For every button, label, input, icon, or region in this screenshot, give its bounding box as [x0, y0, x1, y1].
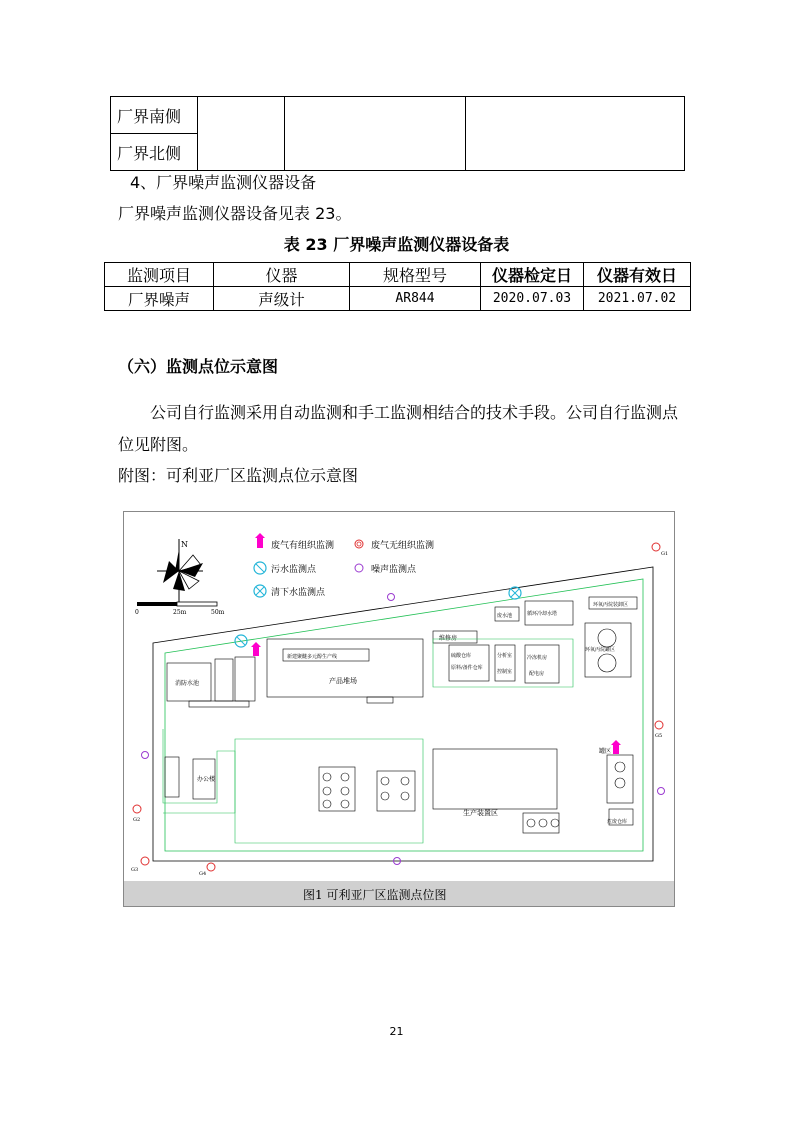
svg-text:维修房: 维修房	[439, 635, 458, 642]
paragraph-line: 公司自行监测采用自动监测和手工监测相结合的技术手段。公司自行监测点	[150, 403, 679, 422]
svg-text:新建聚醚多元醇生产线: 新建聚醚多元醇生产线	[287, 654, 338, 660]
svg-text:分析室: 分析室	[497, 653, 513, 659]
table-cell: 2020.07.03	[481, 287, 584, 311]
svg-text:产品堆场: 产品堆场	[329, 677, 357, 685]
svg-text:环氧丙烷装卸区: 环氧丙烷装卸区	[593, 602, 629, 608]
table-cell: 厂界噪声	[105, 287, 214, 311]
column-header: 仪器检定日	[481, 263, 584, 287]
table-cell: 2021.07.02	[584, 287, 691, 311]
svg-text:生产装置区: 生产装置区	[463, 809, 498, 817]
figure-caption: 附图：可利亚厂区监测点位示意图	[118, 466, 359, 485]
page-number: 21	[389, 1025, 404, 1038]
table-row-label: 厂界北侧	[111, 134, 198, 171]
paragraph-line: 位见附图。	[118, 435, 199, 454]
intro-text: 厂界噪声监测仪器设备见表 23。	[118, 204, 352, 223]
svg-text:25m: 25m	[173, 609, 187, 616]
svg-text:原料/备件仓库: 原料/备件仓库	[451, 665, 483, 671]
svg-text:噪声监测点: 噪声监测点	[371, 565, 417, 575]
svg-text:废气无组织监测: 废气无组织监测	[371, 541, 435, 551]
svg-text:环氧丙烷罐区: 环氧丙烷罐区	[585, 647, 616, 653]
section-title: （六）监测点位示意图	[118, 357, 279, 376]
column-header: 监测项目	[105, 263, 214, 287]
svg-text:冷冻机房: 冷冻机房	[527, 655, 548, 661]
svg-text:G5: G5	[655, 733, 663, 739]
svg-text:废水池: 废水池	[497, 613, 513, 619]
site-monitoring-map	[123, 511, 675, 907]
svg-text:G4: G4	[199, 871, 207, 877]
table-caption: 表 23 厂界噪声监测仪器设备表	[283, 235, 510, 254]
svg-text:硫酸仓库: 硫酸仓库	[451, 653, 472, 659]
svg-text:废气有组织监测: 废气有组织监测	[271, 541, 335, 551]
svg-text:N: N	[181, 540, 188, 549]
table-row-label: 厂界南侧	[111, 97, 198, 134]
svg-text:消防水池: 消防水池	[175, 680, 200, 687]
svg-text:0: 0	[135, 609, 139, 616]
svg-text:G2: G2	[133, 817, 141, 823]
column-header: 规格型号	[350, 263, 481, 287]
svg-text:罐区: 罐区	[599, 748, 612, 755]
column-header: 仪器	[214, 263, 350, 287]
svg-text:办公楼: 办公楼	[197, 776, 216, 783]
monitoring-points-table	[110, 96, 685, 171]
svg-text:污水监测点: 污水监测点	[271, 565, 317, 575]
svg-text:配电房: 配电房	[529, 671, 545, 677]
svg-text:G3: G3	[131, 867, 139, 873]
svg-text:50m: 50m	[211, 609, 225, 616]
map-caption: 图1 可利亚厂区监测点位图	[303, 888, 447, 902]
svg-text:危废仓库: 危废仓库	[607, 819, 628, 825]
section-item-4: 4、厂界噪声监测仪器设备	[130, 173, 317, 192]
table-cell: 声级计	[214, 287, 350, 311]
svg-text:循环冷却水塔: 循环冷却水塔	[527, 611, 558, 617]
svg-text:清下水监测点: 清下水监测点	[271, 588, 326, 598]
svg-text:G1: G1	[661, 551, 669, 557]
table-cell: AR844	[350, 287, 481, 311]
svg-text:控制室: 控制室	[497, 669, 513, 675]
instrument-table	[104, 262, 691, 311]
column-header: 仪器有效日	[584, 263, 691, 287]
